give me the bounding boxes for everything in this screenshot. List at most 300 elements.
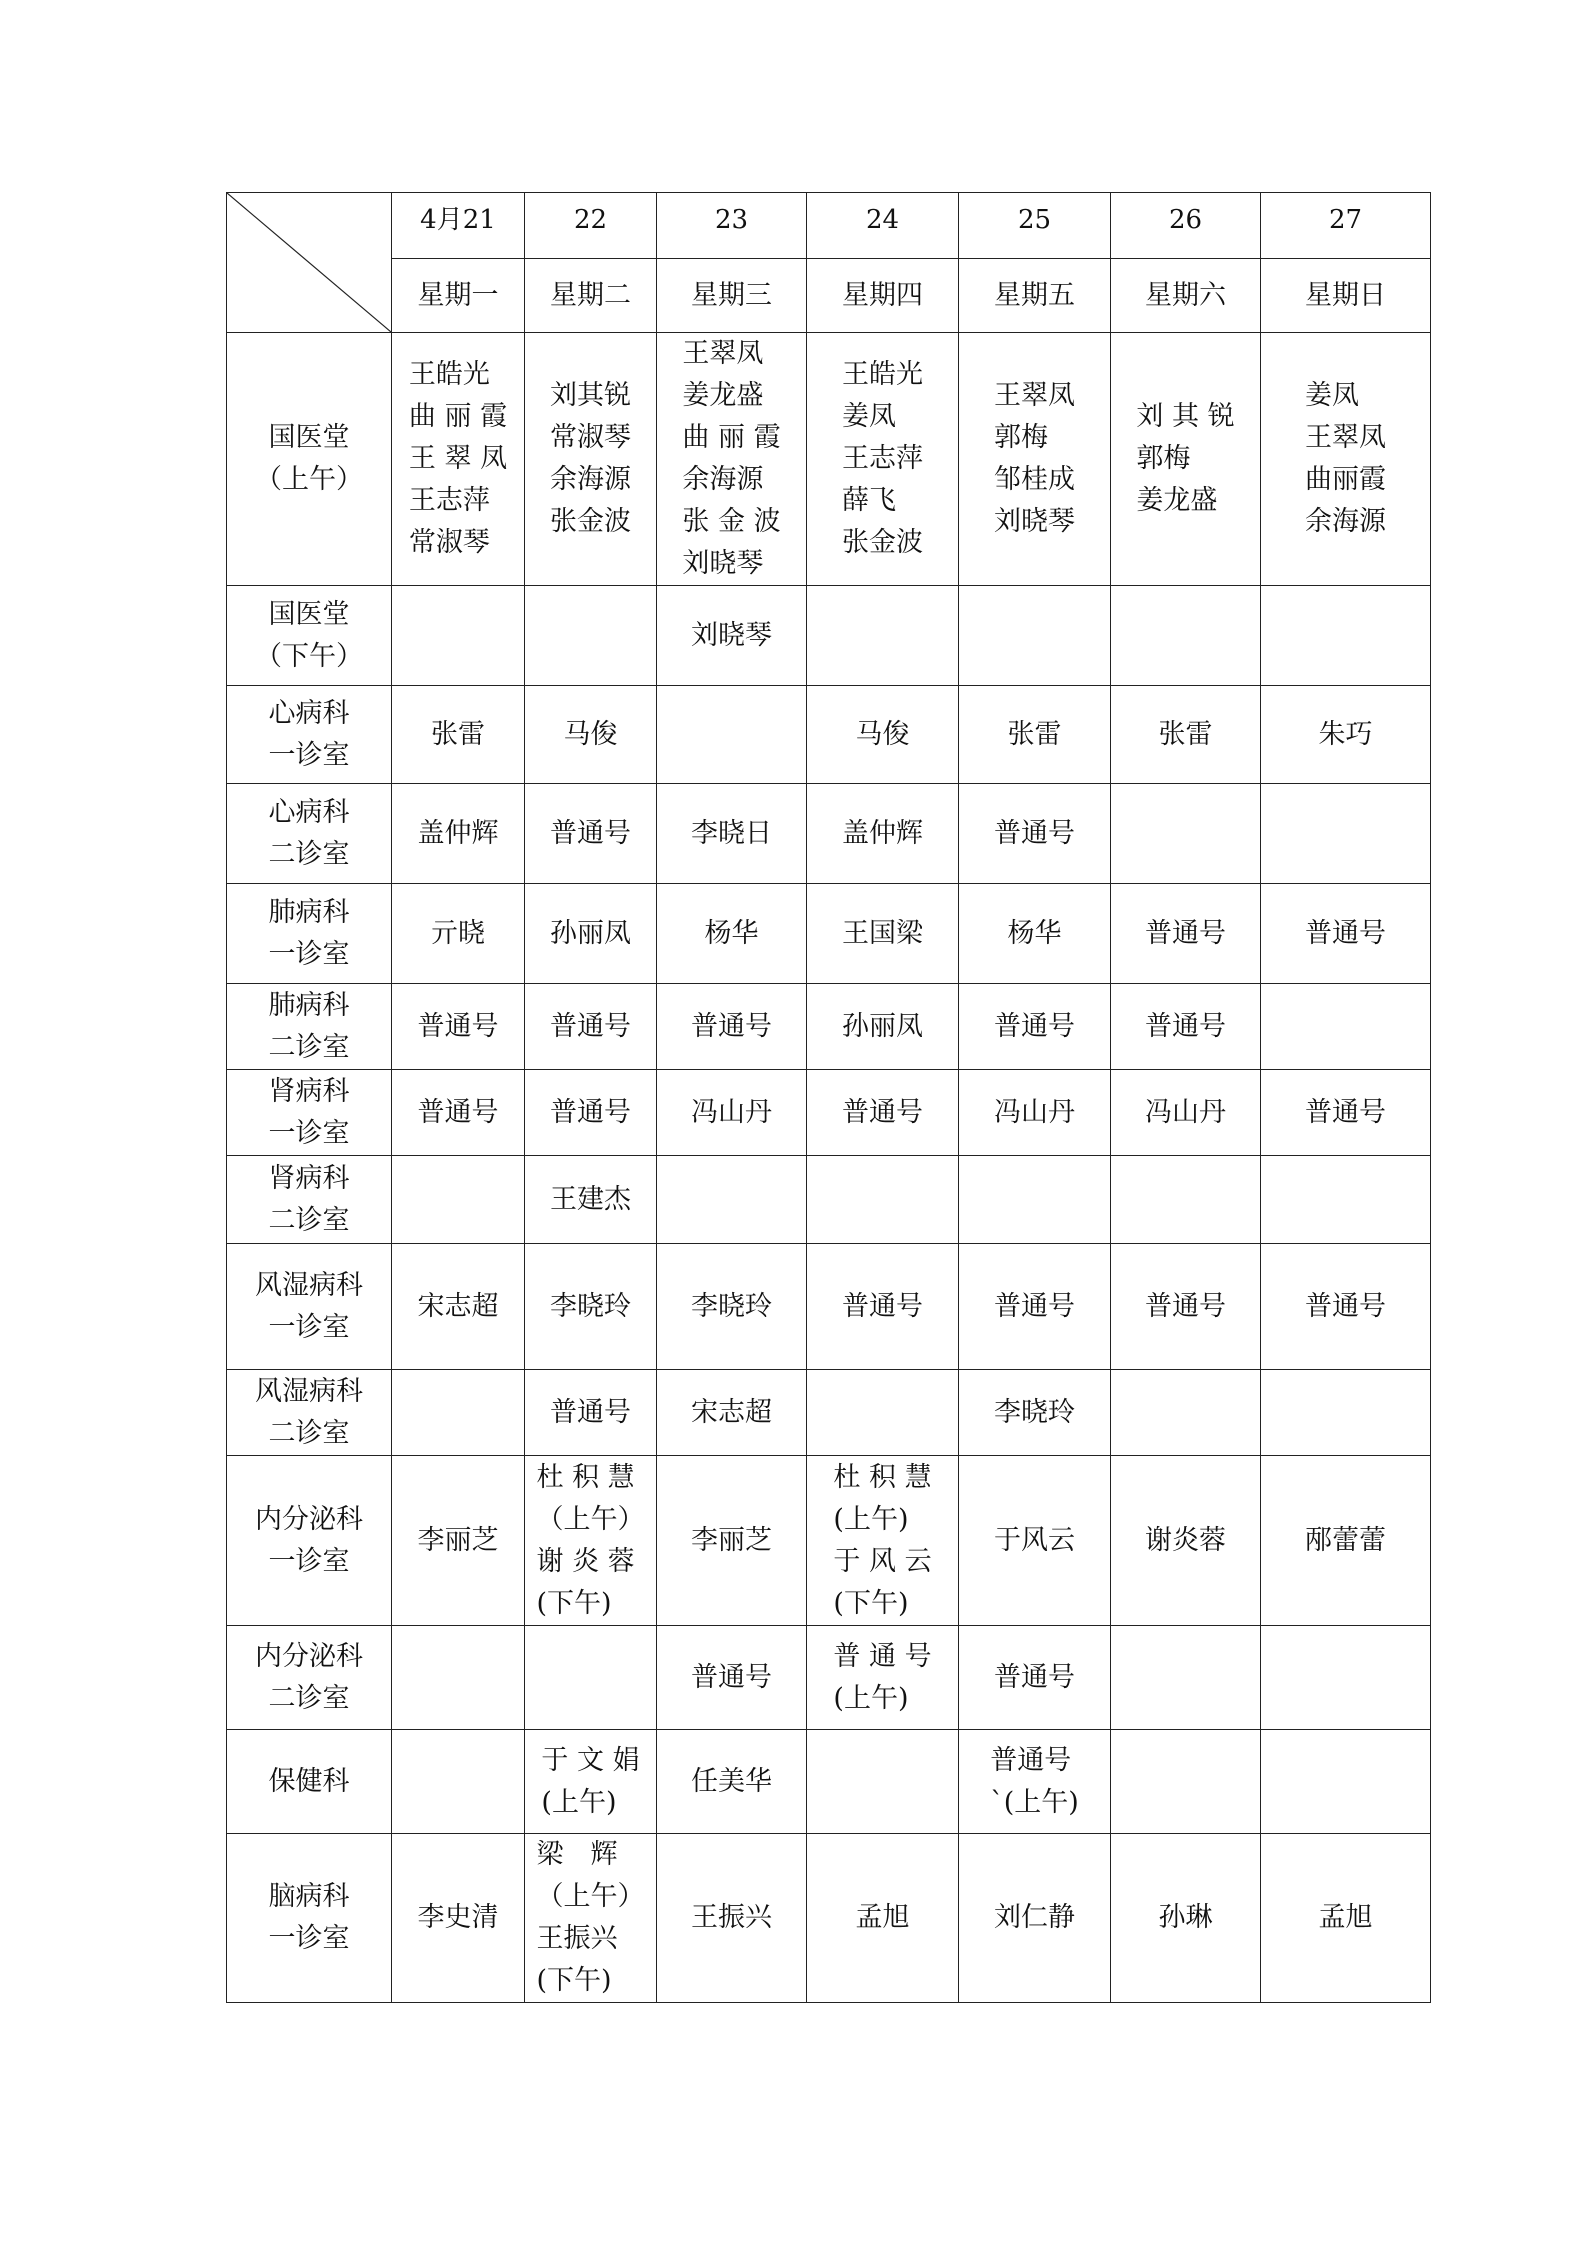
doctor-name: (下午) bbox=[833, 1587, 909, 1619]
doctor-list bbox=[994, 1520, 1075, 1562]
doctor-name: 曲 丽 霞 bbox=[408, 401, 508, 432]
doctor-cell bbox=[807, 1834, 959, 2003]
doctor-name: 王翠凤 bbox=[994, 380, 1075, 411]
department-cell bbox=[227, 984, 392, 1070]
department-line: （上午） bbox=[255, 464, 363, 495]
weekday-cell: 星期三 bbox=[657, 259, 807, 333]
doctor-cell bbox=[959, 686, 1111, 784]
doctor-name: 孙丽凤 bbox=[842, 1010, 923, 1042]
doctor-cell bbox=[1261, 784, 1431, 884]
doctor-name: (上午) bbox=[541, 1786, 617, 1818]
doctor-name: 普通号 bbox=[550, 1010, 631, 1042]
doctor-cell bbox=[959, 884, 1111, 984]
doctor-cell bbox=[1111, 784, 1261, 884]
department-line: 二诊室 bbox=[268, 1682, 350, 1714]
schedule-row bbox=[227, 1370, 1431, 1456]
doctor-name: 李晓玲 bbox=[994, 1396, 1075, 1428]
doctor-name: 姜龙盛 bbox=[682, 380, 764, 411]
doctor-list bbox=[1305, 375, 1386, 543]
doctor-cell bbox=[807, 1626, 959, 1730]
doctor-cell bbox=[392, 1244, 525, 1370]
schedule-row bbox=[227, 1456, 1431, 1626]
doctor-cell bbox=[807, 884, 959, 984]
department-line: 一诊室 bbox=[268, 1923, 350, 1954]
doctor-cell bbox=[392, 1626, 525, 1730]
doctor-list bbox=[1145, 1006, 1226, 1048]
doctor-list bbox=[691, 1657, 772, 1699]
department-cell bbox=[227, 1244, 392, 1370]
doctor-name: 王翠凤 bbox=[1305, 422, 1386, 453]
doctor-name: `(上午) bbox=[990, 1786, 1079, 1818]
doctor-cell bbox=[1261, 884, 1431, 984]
doctor-list bbox=[1319, 1897, 1373, 1939]
schedule-row bbox=[227, 1834, 1431, 2003]
schedule-row bbox=[227, 586, 1431, 686]
doctor-list bbox=[691, 1761, 772, 1803]
doctor-list bbox=[541, 1740, 639, 1824]
department-line: 心病科 bbox=[268, 697, 350, 729]
doctor-cell bbox=[1261, 1070, 1431, 1156]
doctor-name: 李丽芝 bbox=[417, 1524, 499, 1556]
doctor-cell bbox=[657, 586, 807, 686]
doctor-cell bbox=[392, 586, 525, 686]
doctor-cell bbox=[1111, 1070, 1261, 1156]
doctor-name: 刘晓琴 bbox=[691, 619, 772, 651]
doctor-name: 邴蕾蕾 bbox=[1305, 1524, 1386, 1556]
doctor-list bbox=[833, 1457, 931, 1625]
doctor-name: 李丽芝 bbox=[691, 1524, 772, 1556]
doctor-name: 王皓光 bbox=[842, 359, 923, 390]
doctor-cell bbox=[1111, 586, 1261, 686]
doctor-name: 普通号 bbox=[1145, 1290, 1226, 1322]
doctor-list bbox=[550, 1092, 631, 1134]
doctor-cell bbox=[807, 686, 959, 784]
doctor-cell bbox=[1111, 686, 1261, 784]
department-line: 心病科 bbox=[268, 796, 350, 828]
doctor-name: 郭梅 bbox=[994, 422, 1048, 453]
doctor-name: 盖仲辉 bbox=[842, 817, 923, 849]
schedule-row bbox=[227, 1244, 1431, 1370]
department-cell bbox=[227, 586, 392, 686]
department-line: （下午） bbox=[255, 640, 363, 672]
department-label bbox=[269, 1761, 350, 1803]
doctor-list bbox=[994, 1392, 1075, 1434]
department-line: 国医堂 bbox=[268, 422, 350, 453]
doctor-list bbox=[537, 1457, 645, 1625]
doctor-list bbox=[705, 913, 759, 955]
doctor-list bbox=[418, 1092, 499, 1134]
doctor-name: （上午） bbox=[536, 1881, 645, 1912]
doctor-cell bbox=[1111, 1834, 1261, 2003]
doctor-list bbox=[691, 813, 772, 855]
doctor-list bbox=[994, 1286, 1075, 1328]
department-line: 风湿病科 bbox=[255, 1269, 363, 1301]
department-line: 内分泌科 bbox=[255, 1640, 363, 1672]
doctor-cell bbox=[1261, 1626, 1431, 1730]
doctor-name: 于风云 bbox=[994, 1524, 1075, 1556]
doctor-list bbox=[990, 1740, 1079, 1824]
date-cell: 23 bbox=[657, 193, 807, 259]
doctor-name: 刘晓琴 bbox=[682, 548, 764, 579]
doctor-cell bbox=[392, 1070, 525, 1156]
doctor-name: 张雷 bbox=[1007, 718, 1062, 750]
doctor-cell bbox=[525, 1730, 657, 1834]
doctor-name: 普通号 bbox=[1145, 917, 1226, 949]
doctor-name: 王国梁 bbox=[842, 917, 923, 949]
weekday-cell: 星期一 bbox=[392, 259, 525, 333]
doctor-name: 李晓日 bbox=[691, 817, 772, 849]
department-label bbox=[255, 1265, 363, 1349]
doctor-name: 普通号 bbox=[994, 1661, 1075, 1693]
doctor-name: 张金波 bbox=[550, 506, 631, 537]
department-cell bbox=[227, 686, 392, 784]
department-label bbox=[269, 1158, 350, 1242]
doctor-list bbox=[418, 1286, 499, 1328]
department-line: 肾病科 bbox=[268, 1075, 350, 1107]
doctor-list bbox=[1008, 714, 1062, 756]
doctor-list bbox=[550, 1392, 631, 1434]
department-label bbox=[255, 417, 363, 501]
doctor-list bbox=[537, 1834, 645, 2002]
doctor-cell bbox=[1111, 1370, 1261, 1456]
department-line: 保健科 bbox=[268, 1765, 350, 1797]
doctor-cell bbox=[525, 1244, 657, 1370]
doctor-cell bbox=[807, 1730, 959, 1834]
doctor-name: 薛飞 bbox=[842, 485, 896, 516]
department-line: 一诊室 bbox=[268, 1311, 350, 1343]
department-label bbox=[269, 892, 350, 976]
doctor-cell bbox=[1111, 1456, 1261, 1626]
doctor-cell bbox=[392, 784, 525, 884]
doctor-name: 普通号 bbox=[550, 1096, 631, 1128]
doctor-name: 普通号 bbox=[994, 817, 1075, 849]
doctor-name: 普通号 bbox=[994, 1010, 1075, 1042]
department-line: 一诊室 bbox=[268, 1117, 350, 1149]
doctor-cell bbox=[1261, 1456, 1431, 1626]
department-label bbox=[269, 693, 350, 777]
doctor-name: 王翠凤 bbox=[682, 338, 764, 369]
doctor-cell bbox=[807, 1370, 959, 1456]
doctor-name: (上午) bbox=[833, 1682, 909, 1714]
department-label bbox=[255, 594, 363, 678]
department-label bbox=[269, 1071, 350, 1155]
doctor-list bbox=[550, 1006, 631, 1048]
doctor-cell bbox=[525, 1834, 657, 2003]
doctor-list bbox=[550, 1286, 631, 1328]
doctor-list bbox=[1319, 714, 1373, 756]
doctor-list bbox=[691, 1897, 772, 1939]
doctor-cell bbox=[959, 1730, 1111, 1834]
department-line: 脑病科 bbox=[268, 1881, 350, 1912]
doctor-name: 普 通 号 bbox=[833, 1640, 932, 1672]
doctor-list bbox=[994, 1006, 1075, 1048]
doctor-cell bbox=[807, 1456, 959, 1626]
doctor-list bbox=[691, 615, 772, 657]
doctor-cell bbox=[525, 984, 657, 1070]
doctor-name: 王志萍 bbox=[842, 443, 923, 474]
doctor-name: 邹桂成 bbox=[994, 464, 1075, 495]
weekday-cell: 星期五 bbox=[959, 259, 1111, 333]
doctor-list bbox=[994, 1897, 1075, 1939]
department-line: 一诊室 bbox=[268, 938, 350, 970]
doctor-list bbox=[1145, 1520, 1226, 1562]
doctor-cell bbox=[525, 1370, 657, 1456]
doctor-name: （上午） bbox=[536, 1503, 645, 1535]
doctor-cell bbox=[525, 884, 657, 984]
doctor-list bbox=[994, 375, 1075, 543]
doctor-name: 普通号 bbox=[550, 817, 631, 849]
doctor-list bbox=[1159, 714, 1213, 756]
doctor-name: 曲丽霞 bbox=[1305, 464, 1386, 495]
doctor-list bbox=[842, 913, 923, 955]
doctor-list bbox=[564, 714, 618, 756]
doctor-cell bbox=[959, 1456, 1111, 1626]
doctor-name: 王 翠 凤 bbox=[408, 443, 508, 474]
weekday-cell: 星期二 bbox=[525, 259, 657, 333]
doctor-name: 姜龙盛 bbox=[1136, 485, 1218, 516]
department-cell bbox=[227, 884, 392, 984]
doctor-list bbox=[994, 1657, 1075, 1699]
doctor-cell bbox=[1261, 984, 1431, 1070]
doctor-name: 冯山丹 bbox=[691, 1096, 772, 1128]
weekday-cell: 星期日 bbox=[1261, 259, 1431, 333]
doctor-list bbox=[842, 1286, 923, 1328]
doctor-cell bbox=[657, 784, 807, 884]
doctor-cell bbox=[1111, 1730, 1261, 1834]
department-label bbox=[255, 1499, 363, 1583]
doctor-name: 常淑琴 bbox=[408, 527, 490, 558]
schedule-row bbox=[227, 884, 1431, 984]
doctor-cell bbox=[959, 1834, 1111, 2003]
department-line: 内分泌科 bbox=[255, 1503, 363, 1535]
department-line: 一诊室 bbox=[268, 1545, 350, 1577]
doctor-list bbox=[691, 1286, 772, 1328]
doctor-list bbox=[409, 354, 507, 564]
doctor-list bbox=[1145, 913, 1226, 955]
department-line: 国医堂 bbox=[268, 598, 350, 630]
doctor-cell bbox=[959, 1626, 1111, 1730]
weekday-cell: 星期六 bbox=[1111, 259, 1261, 333]
doctor-list bbox=[431, 714, 485, 756]
schedule-row bbox=[227, 784, 1431, 884]
doctor-cell bbox=[657, 1626, 807, 1730]
doctor-name: 余海源 bbox=[550, 464, 631, 495]
doctor-name: 普通号 bbox=[842, 1096, 923, 1128]
doctor-cell bbox=[807, 1156, 959, 1244]
doctor-list bbox=[856, 714, 910, 756]
date-cell: 22 bbox=[525, 193, 657, 259]
doctor-list bbox=[842, 813, 923, 855]
doctor-name: 任美华 bbox=[691, 1765, 772, 1797]
doctor-list bbox=[550, 375, 631, 543]
doctor-name: 刘其锐 bbox=[550, 380, 631, 411]
doctor-list bbox=[1145, 1286, 1226, 1328]
schedule-row bbox=[227, 1070, 1431, 1156]
doctor-cell bbox=[959, 784, 1111, 884]
doctor-cell bbox=[392, 884, 525, 984]
doctor-cell bbox=[657, 1834, 807, 2003]
doctor-cell bbox=[392, 1156, 525, 1244]
doctor-name: 杨华 bbox=[1007, 917, 1062, 949]
doctor-list bbox=[1136, 396, 1234, 522]
doctor-name: 张雷 bbox=[431, 718, 485, 750]
doctor-name: 普通号 bbox=[691, 1661, 772, 1693]
doctor-cell bbox=[1111, 333, 1261, 586]
doctor-name: 张 金 波 bbox=[682, 506, 781, 537]
doctor-cell bbox=[392, 1730, 525, 1834]
doctor-list bbox=[994, 813, 1075, 855]
doctor-cell bbox=[1261, 686, 1431, 784]
doctor-list bbox=[842, 1006, 923, 1048]
doctor-list bbox=[691, 1006, 772, 1048]
doctor-name: 常淑琴 bbox=[550, 422, 631, 453]
department-cell bbox=[227, 1834, 392, 2003]
doctor-list bbox=[842, 1092, 923, 1134]
doctor-cell bbox=[525, 1456, 657, 1626]
doctor-name: 杜 积 慧 bbox=[536, 1461, 635, 1493]
doctor-list bbox=[994, 1092, 1075, 1134]
doctor-name: 亓晓 bbox=[431, 917, 485, 949]
doctor-cell bbox=[657, 333, 807, 586]
doctor-list bbox=[550, 813, 631, 855]
doctor-name: 普通号 bbox=[994, 1290, 1075, 1322]
doctor-name: 杨华 bbox=[704, 917, 759, 949]
doctor-name: 张金波 bbox=[842, 527, 923, 558]
department-cell bbox=[227, 1370, 392, 1456]
doctor-name: 孙丽凤 bbox=[550, 917, 631, 949]
department-cell bbox=[227, 333, 392, 586]
department-line: 肺病科 bbox=[268, 896, 350, 928]
doctor-cell bbox=[657, 1730, 807, 1834]
doctor-cell bbox=[392, 1370, 525, 1456]
doctor-name: 孙琳 bbox=[1158, 1902, 1213, 1933]
doctor-cell bbox=[959, 586, 1111, 686]
department-line: 肺病科 bbox=[268, 989, 350, 1021]
doctor-name: 谢 炎 蓉 bbox=[536, 1545, 635, 1577]
doctor-name: 于 文 娟 bbox=[541, 1744, 640, 1776]
doctor-cell bbox=[392, 1456, 525, 1626]
doctor-name: 张雷 bbox=[1158, 718, 1213, 750]
doctor-cell bbox=[959, 1156, 1111, 1244]
doctor-name: 曲 丽 霞 bbox=[682, 422, 781, 453]
doctor-name: 王振兴 bbox=[691, 1902, 772, 1933]
doctor-list bbox=[418, 1520, 499, 1562]
doctor-cell bbox=[525, 586, 657, 686]
doctor-name: 马俊 bbox=[563, 718, 618, 750]
date-cell: 4月21 bbox=[392, 193, 525, 259]
corner-cell bbox=[227, 193, 392, 333]
doctor-cell bbox=[1111, 1156, 1261, 1244]
doctor-name: 李晓玲 bbox=[691, 1290, 772, 1322]
doctor-cell bbox=[392, 984, 525, 1070]
doctor-cell bbox=[657, 1070, 807, 1156]
doctor-name: 普通号 bbox=[417, 1010, 499, 1042]
doctor-name: 刘晓琴 bbox=[994, 506, 1075, 537]
doctor-cell bbox=[525, 1156, 657, 1244]
doctor-name: 刘 其 锐 bbox=[1136, 401, 1235, 432]
doctor-list bbox=[1008, 913, 1062, 955]
doctor-name: 孟旭 bbox=[1318, 1902, 1373, 1933]
schedule-row bbox=[227, 1156, 1431, 1244]
doctor-cell bbox=[392, 1834, 525, 2003]
doctor-cell bbox=[1261, 333, 1431, 586]
doctor-list bbox=[418, 813, 499, 855]
doctor-name: 梁 辉 bbox=[536, 1839, 618, 1870]
department-line: 肾病科 bbox=[268, 1162, 350, 1194]
date-row bbox=[227, 193, 1431, 259]
doctor-name: 普通号 bbox=[1305, 917, 1386, 949]
doctor-cell bbox=[807, 333, 959, 586]
doctor-cell bbox=[959, 333, 1111, 586]
doctor-cell bbox=[807, 586, 959, 686]
doctor-cell bbox=[807, 984, 959, 1070]
doctor-cell bbox=[525, 686, 657, 784]
doctor-cell bbox=[392, 333, 525, 586]
doctor-name: 普通号 bbox=[691, 1010, 772, 1042]
doctor-cell bbox=[1111, 884, 1261, 984]
doctor-list bbox=[418, 1897, 499, 1939]
doctor-name: 普通号 bbox=[1305, 1096, 1386, 1128]
doctor-name: 王建杰 bbox=[550, 1183, 631, 1215]
doctor-cell bbox=[525, 333, 657, 586]
doctor-list bbox=[1305, 1520, 1386, 1562]
doctor-list bbox=[691, 1392, 772, 1434]
date-cell: 26 bbox=[1111, 193, 1261, 259]
doctor-name: 王皓光 bbox=[408, 359, 490, 390]
doctor-name: 普通号 bbox=[550, 1396, 631, 1428]
doctor-list bbox=[431, 913, 485, 955]
doctor-name: 余海源 bbox=[682, 464, 764, 495]
doctor-list bbox=[691, 1092, 772, 1134]
doctor-name: 普通号 bbox=[417, 1096, 499, 1128]
doctor-name: 冯山丹 bbox=[1145, 1096, 1226, 1128]
doctor-list bbox=[842, 354, 923, 564]
department-label bbox=[255, 1636, 363, 1720]
department-cell bbox=[227, 1456, 392, 1626]
doctor-cell bbox=[807, 1070, 959, 1156]
doctor-name: 王振兴 bbox=[536, 1923, 618, 1954]
doctor-name: 普通号 bbox=[990, 1744, 1072, 1776]
doctor-name: 冯山丹 bbox=[994, 1096, 1075, 1128]
doctor-cell bbox=[959, 1244, 1111, 1370]
doctor-name: 郭梅 bbox=[1136, 443, 1191, 474]
doctor-cell bbox=[1261, 586, 1431, 686]
doctor-name: 普通号 bbox=[1305, 1290, 1386, 1322]
schedule-row bbox=[227, 1626, 1431, 1730]
doctor-cell bbox=[1111, 1626, 1261, 1730]
doctor-cell bbox=[1261, 1156, 1431, 1244]
department-cell bbox=[227, 1626, 392, 1730]
schedule-row bbox=[227, 686, 1431, 784]
date-cell: 25 bbox=[959, 193, 1111, 259]
schedule-row bbox=[227, 1730, 1431, 1834]
doctor-cell bbox=[657, 884, 807, 984]
department-line: 二诊室 bbox=[268, 1204, 350, 1236]
date-cell: 24 bbox=[807, 193, 959, 259]
doctor-list bbox=[418, 1006, 499, 1048]
schedule-row bbox=[227, 984, 1431, 1070]
doctor-list bbox=[1159, 1897, 1213, 1939]
department-line: 二诊室 bbox=[268, 1417, 350, 1449]
doctor-name: 于 风 云 bbox=[833, 1545, 932, 1577]
doctor-cell bbox=[1261, 1244, 1431, 1370]
doctor-list bbox=[1305, 913, 1386, 955]
department-cell bbox=[227, 784, 392, 884]
doctor-name: (下午) bbox=[536, 1587, 612, 1619]
doctor-cell bbox=[657, 1370, 807, 1456]
doctor-name: 王志萍 bbox=[408, 485, 490, 516]
department-label bbox=[255, 1371, 363, 1455]
